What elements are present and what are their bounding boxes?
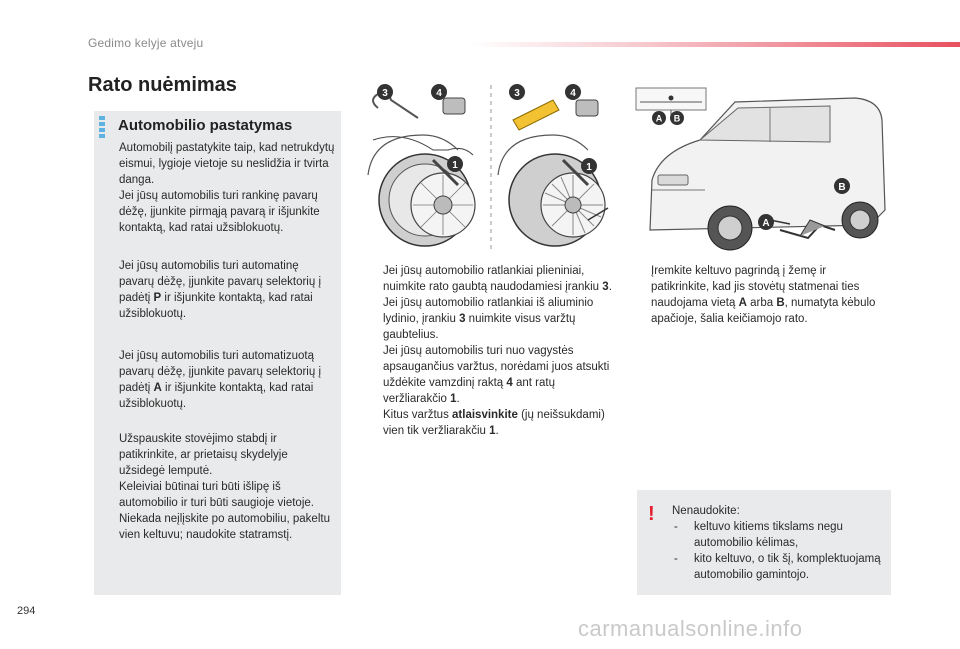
- right-instructions: [633, 263, 883, 327]
- label-1-right: 1: [586, 162, 592, 173]
- label-1-left: 1: [452, 160, 458, 171]
- list-item: Įremkite keltuvo pagrindą į žemę ir patikrinkite, kad jis stovėtų statmenai ties naudojama vietą A arba B, numatyta kėbulo apačioje, šalia keičiamojo rato.: [651, 265, 876, 325]
- label-b-detail: B: [673, 113, 681, 124]
- middle-instructions: [365, 263, 615, 439]
- van-jack-figure: [630, 80, 892, 255]
- section-header: Gedimo kelyje atveju: [88, 36, 204, 50]
- warning-text: [672, 503, 884, 583]
- label-3-right: 3: [514, 88, 520, 99]
- panel-paragraph-5: Užspauskite stovėjimo stabdį ir patikrinkite, ar prietaisų skydelyje užsidegė lemputė.: [119, 433, 288, 477]
- panel-title: Automobilio pastatymas: [118, 117, 293, 134]
- panel-paragraph-1: Automobilį pastatykite taip, kad netrukdytų eismui, lygioje vietoje su neslidžia ir tvirta danga.: [119, 142, 335, 186]
- list-item: - keltuvo kitiems tikslams negu automobilio kėlimas,: [674, 521, 843, 549]
- wheel-removal-figure: [363, 80, 619, 255]
- label-a-detail: A: [655, 113, 663, 124]
- list-item: Jei jūsų automobilis turi nuo vagystės apsaugančius varžtus, norėdami juos atsukti uždėkite vamzdinį raktą 4 ant ratų veržliarakčio 1.: [383, 345, 610, 405]
- info-icon: [99, 116, 105, 138]
- panel-paragraph-2: Jei jūsų automobilis turi rankinę pavarų dėžę, įjunkite pirmąją pavarą ir išjunkite kontaktą, kad ratai užsiblokuotų.: [119, 190, 320, 234]
- label-b-van: B: [838, 182, 846, 193]
- watermark: carmanualsonline.info: [578, 616, 803, 641]
- header-gradient-bar: [470, 42, 960, 47]
- label-4-right: 4: [570, 88, 576, 99]
- panel-paragraph-4: Jei jūsų automobilis turi automatizuotą pavarų dėžę, įjunkite pavarų selektorių į padėtį A ir išjunkite kontaktą, kad ratai užsiblokuotų.: [119, 350, 322, 410]
- panel-paragraph-3: Jei jūsų automobilis turi automatinę pavarų dėžę, įjunkite pavarų selektorių į padėtį P ir išjunkite kontaktą, kad ratai užsiblokuotų.: [119, 260, 322, 320]
- list-item: Jei jūsų automobilio ratlankiai plieniniai, nuimkite rato gaubtą naudodamiesi įrankiu 3.: [383, 265, 612, 293]
- label-3-left: 3: [382, 88, 388, 99]
- list-item: Kitus varžtus atlaisvinkite (jų neišsukdami) vien tik veržliarakčiu 1.: [383, 409, 605, 437]
- warning-title: Nenaudokite:: [672, 505, 740, 517]
- page-title: Rato nuėmimas: [88, 74, 237, 96]
- page-number: 294: [17, 605, 36, 617]
- panel-paragraph-6: Keleiviai būtinai turi būti išlipę iš automobilio ir turi būti saugioje vietoje. Niekada neįlįskite po automobiliu, pakeltu vien keltuvu; naudokite statramstį.: [119, 481, 330, 541]
- list-item: - kito keltuvo, o tik šį, komplektuojamą automobilio gamintojo.: [674, 553, 881, 581]
- label-a-van: A: [762, 218, 770, 229]
- list-item: Jei jūsų automobilio ratlankiai iš aliuminio lydinio, įrankiu 3 nuimkite visus varžtų gaubtelius.: [383, 297, 594, 341]
- label-4-left: 4: [436, 88, 442, 99]
- warning-icon: !: [648, 503, 655, 525]
